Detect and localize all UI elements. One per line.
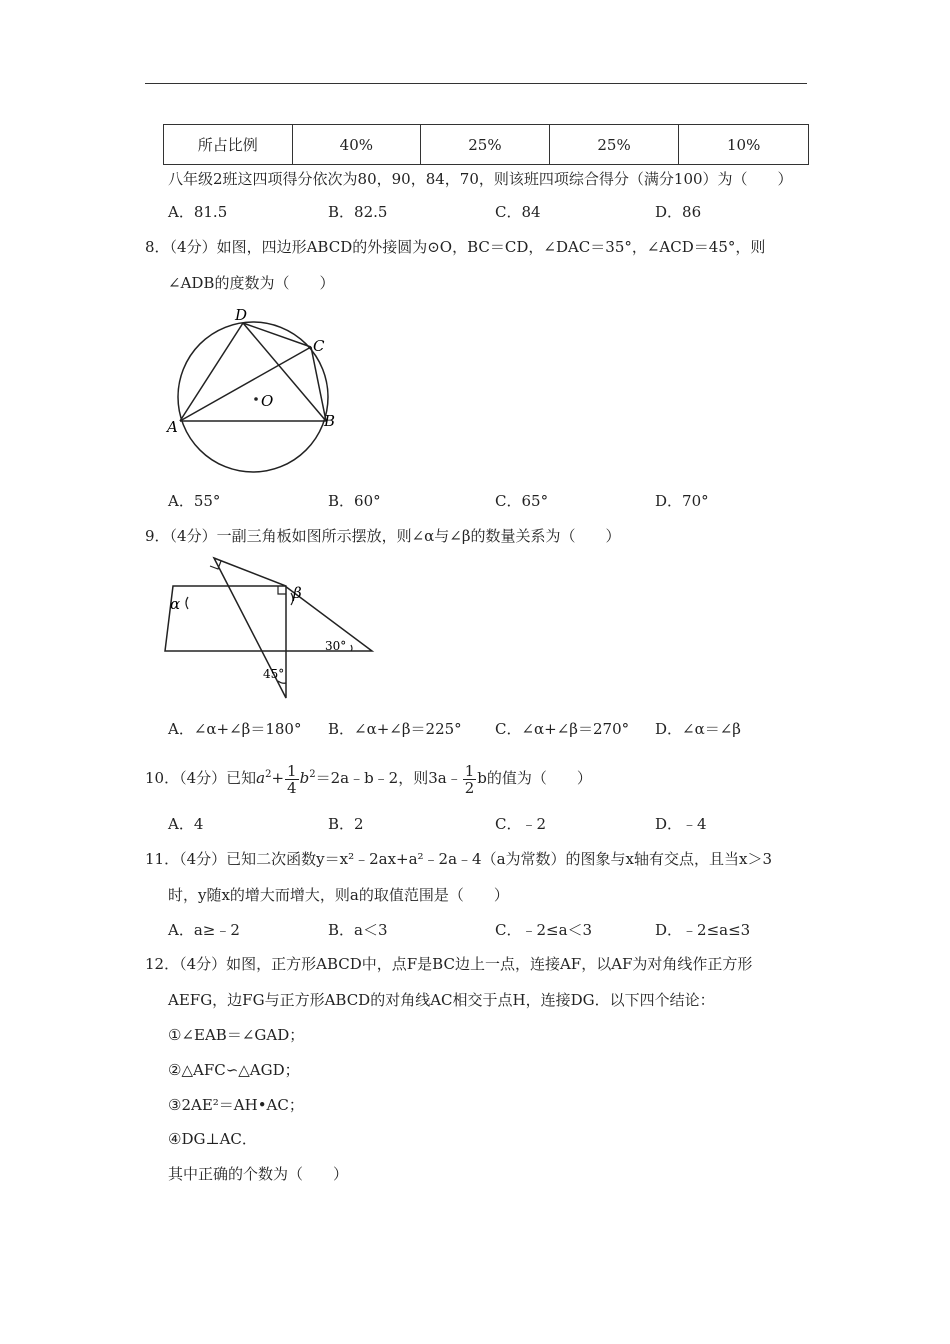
alpha-arc xyxy=(186,597,188,609)
q8-circle-figure xyxy=(160,300,350,480)
q9-option-d: D．∠α＝∠β xyxy=(655,720,741,738)
q9-option-b: B．∠α+∠β＝225° xyxy=(328,720,462,738)
label-beta: β xyxy=(293,584,302,602)
q10-option-d: D．﹣4 xyxy=(655,815,707,833)
q10-frac2-den: 2 xyxy=(464,778,475,797)
table-cell: 25% xyxy=(421,125,550,165)
table-cell: 25% xyxy=(549,125,679,165)
table-row xyxy=(164,125,809,165)
q9-stem: 9．（4分）一副三角板如图所示摆放，则∠α与∠β的数量关系为（ ） xyxy=(145,527,621,545)
q9-option-c: C．∠α+∠β＝270° xyxy=(495,720,630,738)
q10-option-c: C．﹣2 xyxy=(495,815,547,833)
q8-stem-line2: ∠ADB的度数为（ ） xyxy=(168,274,335,292)
label-b: B xyxy=(324,412,336,430)
q7-option-d: D．86 xyxy=(655,203,702,221)
q10-stem: 10．（4分）已知$a^2+$ $\frac{1}{4}$ $b^2=2a﹣b﹣2$，则3a﹣ $\frac{1}{2}$ b的值为（ ） xyxy=(145,761,592,797)
q11-stem-line2: 时，y随x的增大而增大，则a的取值范围是（ ） xyxy=(168,886,509,904)
angle-45-arc xyxy=(278,681,286,683)
q12-conclusion-1: ①∠EAB＝∠GAD； xyxy=(168,1026,305,1044)
label-d: D xyxy=(235,306,248,324)
q9-option-a: A．∠α+∠β＝180° xyxy=(168,720,302,738)
label-45-degree: 45° xyxy=(263,667,285,681)
right-angle-mark-30 xyxy=(278,586,286,594)
q10-suffix: b的值为（ ） xyxy=(477,769,592,787)
q10-option-a: A．4 xyxy=(168,815,204,833)
ratio-table xyxy=(163,124,809,165)
table-cell: 10% xyxy=(679,125,809,165)
q11-stem-line1: 11．（4分）已知二次函数y＝x²﹣2ax+a²﹣2a﹣4（a为常数）的图象与x轴有交点，且当x＞3 xyxy=(145,850,772,868)
q8-stem-line1: 8．（4分）如图，四边形ABCD的外接圆为⊙O，BC＝CD，∠DAC＝35°，∠ACD＝45°，则 xyxy=(145,238,766,256)
q12-stem-line1: 12．（4分）如图，正方形ABCD中，点F是BC边上一点，连接AF，以AF为对角线作正方形 xyxy=(145,955,753,973)
q10-prefix: 10．（4分）已知 xyxy=(145,769,257,787)
label-a: A xyxy=(167,418,178,436)
q10-option-b: B．2 xyxy=(328,815,364,833)
q10-fraction-2 xyxy=(463,763,477,796)
q10-frac1-den: 4 xyxy=(287,778,297,797)
center-point xyxy=(254,397,258,401)
label-c: C xyxy=(313,337,325,355)
q11-option-c: C．﹣2≤a＜3 xyxy=(495,921,593,939)
q12-conclusion-2: ②△AFC∽△AGD； xyxy=(168,1061,300,1079)
q8-option-a: A．55° xyxy=(168,492,221,510)
table-cell: 40% xyxy=(292,125,421,165)
label-alpha: α xyxy=(170,595,181,613)
q10-mid: ＝2a﹣b﹣2，则3a﹣ xyxy=(315,769,462,787)
q8-option-d: D．70° xyxy=(655,492,709,510)
q11-option-b: B．a＜3 xyxy=(328,921,388,939)
q9-set-squares-figure xyxy=(160,553,380,703)
q12-conclusion-4: ④DG⊥AC． xyxy=(168,1130,257,1148)
angle-30-arc xyxy=(351,645,352,651)
q12-conclusion-3: ③2AE²＝AH•AC； xyxy=(168,1096,304,1114)
q10-fraction-1 xyxy=(285,763,299,796)
q8-option-c: C．65° xyxy=(495,492,549,510)
q7-stem: 八年级2班这四项得分依次为80，90，84，70，则该班四项综合得分（满分100）为（ ） xyxy=(168,170,793,188)
q12-ask: 其中正确的个数为（ ） xyxy=(168,1165,349,1183)
table-cell: 所占比例 xyxy=(164,125,293,165)
q11-option-d: D．﹣2≤a≤3 xyxy=(655,921,751,939)
header-rule xyxy=(145,83,807,84)
q8-option-b: B．60° xyxy=(328,492,381,510)
q12-stem-line2: AEFG，边FG与正方形ABCD的对角线AC相交于点H，连接DG．以下四个结论： xyxy=(168,991,715,1009)
q11-option-a: A．a≥﹣2 xyxy=(168,921,240,939)
label-o: O xyxy=(261,392,274,410)
q10-frac1-num: 1 xyxy=(287,761,297,780)
segment-ac xyxy=(180,347,311,421)
segment-bc xyxy=(311,347,326,421)
q7-option-b: B．82.5 xyxy=(328,203,388,221)
label-30-degree: 30° xyxy=(325,639,347,653)
segment-da xyxy=(180,323,243,421)
q7-option-a: A．81.5 xyxy=(168,203,228,221)
q10-frac2-num: 1 xyxy=(464,761,475,780)
q7-option-c: C．84 xyxy=(495,203,541,221)
